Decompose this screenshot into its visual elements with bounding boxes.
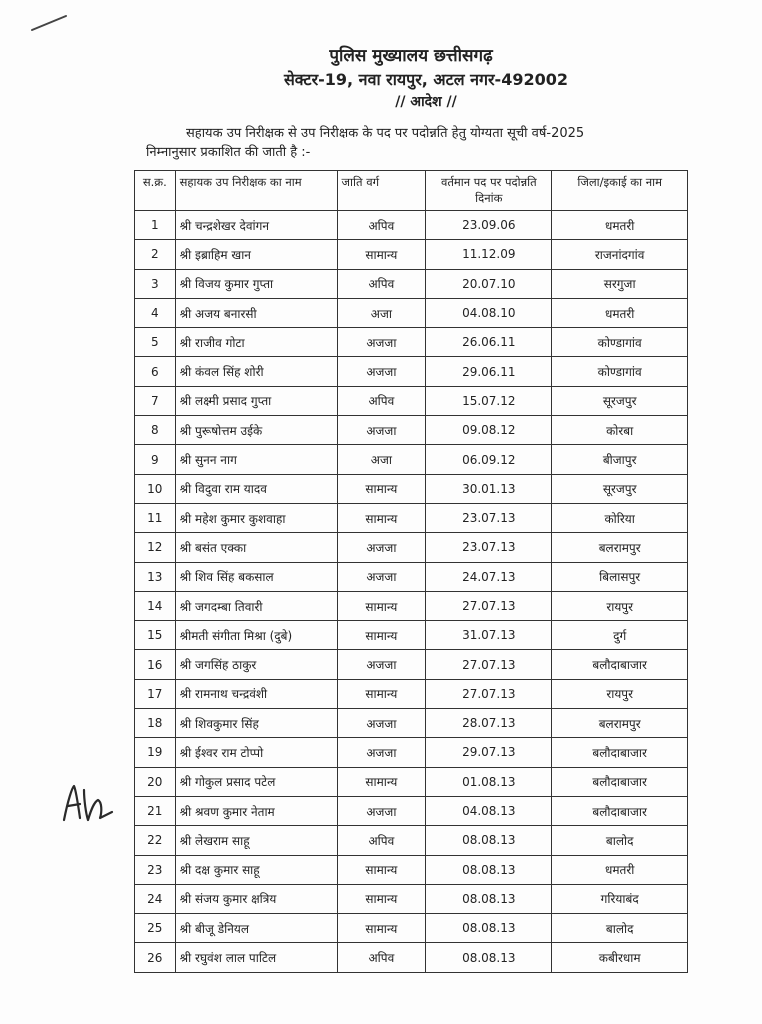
cell-district: दुर्ग — [552, 621, 688, 650]
cell-promotion-date: 04.08.13 — [426, 796, 552, 825]
table-row — [135, 621, 688, 650]
cell-promotion-date: 08.08.13 — [426, 855, 552, 884]
cell-category: सामान्य — [337, 679, 426, 708]
cell-name: श्री ईश्वर राम टोप्पो — [175, 738, 337, 767]
table-row — [135, 826, 688, 855]
cell-name: श्री चन्द्रशेखर देवांगन — [175, 211, 337, 240]
cell-serial: 5 — [135, 328, 176, 357]
cell-category: अजजा — [337, 738, 426, 767]
cell-serial: 11 — [135, 503, 176, 532]
cell-serial: 24 — [135, 884, 176, 913]
table-row — [135, 709, 688, 738]
cell-district: बलरामपुर — [552, 709, 688, 738]
cell-district: कोण्डागांव — [552, 357, 688, 386]
cell-serial: 9 — [135, 445, 176, 474]
cell-category: सामान्य — [337, 591, 426, 620]
cell-category: सामान्य — [337, 474, 426, 503]
cell-name: श्री दक्ष कुमार साहू — [175, 855, 337, 884]
table-row — [135, 943, 688, 972]
cell-district: बलौदाबाजार — [552, 796, 688, 825]
cell-district: रायपुर — [552, 591, 688, 620]
cell-promotion-date: 11.12.09 — [426, 240, 552, 269]
cell-promotion-date: 27.07.13 — [426, 650, 552, 679]
cell-serial: 22 — [135, 826, 176, 855]
table-row — [135, 855, 688, 884]
table-row — [135, 679, 688, 708]
cell-category: अजजा — [337, 416, 426, 445]
cell-promotion-date: 15.07.12 — [426, 386, 552, 415]
cell-promotion-date: 08.08.13 — [426, 943, 552, 972]
cell-district: गरियाबंद — [552, 884, 688, 913]
cell-promotion-date: 27.07.13 — [426, 679, 552, 708]
cell-category: अपिव — [337, 826, 426, 855]
cell-district: कोरबा — [552, 416, 688, 445]
cell-name: श्री लक्ष्मी प्रसाद गुप्ता — [175, 386, 337, 415]
cell-name: श्री कंवल सिंह शोरी — [175, 357, 337, 386]
cell-district: बलौदाबाजार — [552, 738, 688, 767]
document-header — [0, 44, 762, 112]
table-row — [135, 474, 688, 503]
cell-serial: 16 — [135, 650, 176, 679]
table-row — [135, 796, 688, 825]
cell-district: बालोद — [552, 914, 688, 943]
cell-name: श्री सुनन नाग — [175, 445, 337, 474]
cell-category: सामान्य — [337, 767, 426, 796]
cell-district: धमतरी — [552, 211, 688, 240]
cell-serial: 1 — [135, 211, 176, 240]
cell-name: श्रीमती संगीता मिश्रा (दुबे) — [175, 621, 337, 650]
cell-promotion-date: 27.07.13 — [426, 591, 552, 620]
cell-district: राजनांदगांव — [552, 240, 688, 269]
cell-promotion-date: 23.07.13 — [426, 533, 552, 562]
cell-name: श्री विदुवा राम यादव — [175, 474, 337, 503]
cell-promotion-date: 04.08.10 — [426, 298, 552, 327]
cell-serial: 2 — [135, 240, 176, 269]
cell-name: श्री अजय बनारसी — [175, 298, 337, 327]
table-header-row — [135, 171, 688, 211]
cell-serial: 14 — [135, 591, 176, 620]
cell-name: श्री बसंत एक्का — [175, 533, 337, 562]
table-row — [135, 650, 688, 679]
cell-promotion-date: 31.07.13 — [426, 621, 552, 650]
cell-category: सामान्य — [337, 855, 426, 884]
cell-district: बलौदाबाजार — [552, 650, 688, 679]
cell-serial: 3 — [135, 269, 176, 298]
cell-category: अजजा — [337, 533, 426, 562]
cell-name: श्री श्रवण कुमार नेताम — [175, 796, 337, 825]
table-row — [135, 562, 688, 591]
cell-category: सामान्य — [337, 240, 426, 269]
cell-district: कोरिया — [552, 503, 688, 532]
cell-category: अजजा — [337, 796, 426, 825]
header-promotion-date: वर्तमान पद पर पदोन्नति दिनांक — [426, 171, 552, 211]
cell-promotion-date: 24.07.13 — [426, 562, 552, 591]
table-row — [135, 914, 688, 943]
cell-district: धमतरी — [552, 855, 688, 884]
cell-category: अजा — [337, 445, 426, 474]
cell-district: कबीरधाम — [552, 943, 688, 972]
table-row — [135, 211, 688, 240]
table-row — [135, 503, 688, 532]
cell-district: बलौदाबाजार — [552, 767, 688, 796]
cell-promotion-date: 28.07.13 — [426, 709, 552, 738]
cell-category: अपिव — [337, 211, 426, 240]
cell-promotion-date: 26.06.11 — [426, 328, 552, 357]
cell-name: श्री शिवकुमार सिंह — [175, 709, 337, 738]
cell-name: श्री राजीव गोटा — [175, 328, 337, 357]
cell-promotion-date: 23.07.13 — [426, 503, 552, 532]
cell-promotion-date: 20.07.10 — [426, 269, 552, 298]
cell-category: अपिव — [337, 943, 426, 972]
cell-category: सामान्य — [337, 621, 426, 650]
cell-promotion-date: 29.07.13 — [426, 738, 552, 767]
cell-name: श्री जगसिंह ठाकुर — [175, 650, 337, 679]
cell-promotion-date: 01.08.13 — [426, 767, 552, 796]
cell-serial: 10 — [135, 474, 176, 503]
table-row — [135, 328, 688, 357]
cell-promotion-date: 09.08.12 — [426, 416, 552, 445]
cell-name: श्री गोकुल प्रसाद पटेल — [175, 767, 337, 796]
cell-serial: 8 — [135, 416, 176, 445]
cell-serial: 6 — [135, 357, 176, 386]
cell-serial: 23 — [135, 855, 176, 884]
office-name: पुलिस मुख्यालय छत्तीसगढ़ — [329, 46, 493, 66]
intro-line-2: निम्नानुसार प्रकाशित की जाती है :- — [146, 145, 311, 160]
cell-name: श्री संजय कुमार क्षत्रिय — [175, 884, 337, 913]
cell-name: श्री बीजू डेनियल — [175, 914, 337, 943]
cell-serial: 25 — [135, 914, 176, 943]
table-row — [135, 386, 688, 415]
cell-name: श्री महेश कुमार कुशवाहा — [175, 503, 337, 532]
header-district: जिला/इकाई का नाम — [552, 171, 688, 211]
cell-name: श्री लेखराम साहू — [175, 826, 337, 855]
cell-promotion-date: 06.09.12 — [426, 445, 552, 474]
table-row — [135, 269, 688, 298]
cell-promotion-date: 30.01.13 — [426, 474, 552, 503]
handwritten-initials — [58, 780, 114, 826]
table-row — [135, 445, 688, 474]
cell-serial: 13 — [135, 562, 176, 591]
cell-category: अजजा — [337, 650, 426, 679]
cell-name: श्री जगदम्बा तिवारी — [175, 591, 337, 620]
table-row — [135, 884, 688, 913]
cell-serial: 15 — [135, 621, 176, 650]
order-title: // आदेश // — [395, 94, 457, 110]
office-address: सेक्टर-19, नवा रायपुर, अटल नगर-492002 — [283, 70, 568, 89]
cell-name: श्री रामनाथ चन्द्रवंशी — [175, 679, 337, 708]
table-body — [135, 211, 688, 973]
cell-serial: 20 — [135, 767, 176, 796]
cell-district: बीजापुर — [552, 445, 688, 474]
cell-category: अपिव — [337, 269, 426, 298]
cell-promotion-date: 08.08.13 — [426, 826, 552, 855]
cell-district: बलरामपुर — [552, 533, 688, 562]
header-name: सहायक उप निरीक्षक का नाम — [175, 171, 337, 211]
cell-serial: 7 — [135, 386, 176, 415]
cell-category: सामान्य — [337, 884, 426, 913]
cell-category: सामान्य — [337, 503, 426, 532]
cell-district: बालोद — [552, 826, 688, 855]
header-category: जाति वर्ग — [337, 171, 426, 211]
cell-district: सरगुजा — [552, 269, 688, 298]
cell-category: अजजा — [337, 562, 426, 591]
cell-promotion-date: 23.09.06 — [426, 211, 552, 240]
table-row — [135, 240, 688, 269]
cell-category: सामान्य — [337, 914, 426, 943]
cell-promotion-date: 29.06.11 — [426, 357, 552, 386]
cell-district: कोण्डागांव — [552, 328, 688, 357]
cell-name: श्री शिव सिंह बकसाल — [175, 562, 337, 591]
cell-district: बिलासपुर — [552, 562, 688, 591]
order-intro — [146, 124, 666, 162]
cell-serial: 19 — [135, 738, 176, 767]
cell-category: अपिव — [337, 386, 426, 415]
table-row — [135, 591, 688, 620]
cell-serial: 21 — [135, 796, 176, 825]
cell-name: श्री पुरूषोत्तम उईके — [175, 416, 337, 445]
cell-serial: 26 — [135, 943, 176, 972]
cell-category: अजजा — [337, 328, 426, 357]
cell-category: अजजा — [337, 357, 426, 386]
cell-serial: 18 — [135, 709, 176, 738]
table-row — [135, 357, 688, 386]
header-serial: स.क्र. — [135, 171, 176, 211]
cell-serial: 17 — [135, 679, 176, 708]
cell-district: सूरजपुर — [552, 474, 688, 503]
table-row — [135, 738, 688, 767]
cell-category: अजा — [337, 298, 426, 327]
cell-name: श्री रघुवंश लाल पाटिल — [175, 943, 337, 972]
cell-serial: 4 — [135, 298, 176, 327]
cell-category: अजजा — [337, 709, 426, 738]
cell-promotion-date: 08.08.13 — [426, 914, 552, 943]
cell-district: रायपुर — [552, 679, 688, 708]
table-row — [135, 533, 688, 562]
cell-district: धमतरी — [552, 298, 688, 327]
table-row — [135, 767, 688, 796]
table-row — [135, 298, 688, 327]
cell-name: श्री विजय कुमार गुप्ता — [175, 269, 337, 298]
intro-line-1: सहायक उप निरीक्षक से उप निरीक्षक के पद पर पदोन्नति हेतु योग्यता सूची वर्ष-2025 — [186, 126, 585, 141]
eligibility-table — [134, 170, 688, 973]
pen-stroke-mark — [30, 12, 70, 36]
cell-serial: 12 — [135, 533, 176, 562]
cell-name: श्री इब्राहिम खान — [175, 240, 337, 269]
cell-district: सूरजपुर — [552, 386, 688, 415]
cell-promotion-date: 08.08.13 — [426, 884, 552, 913]
table-row — [135, 416, 688, 445]
